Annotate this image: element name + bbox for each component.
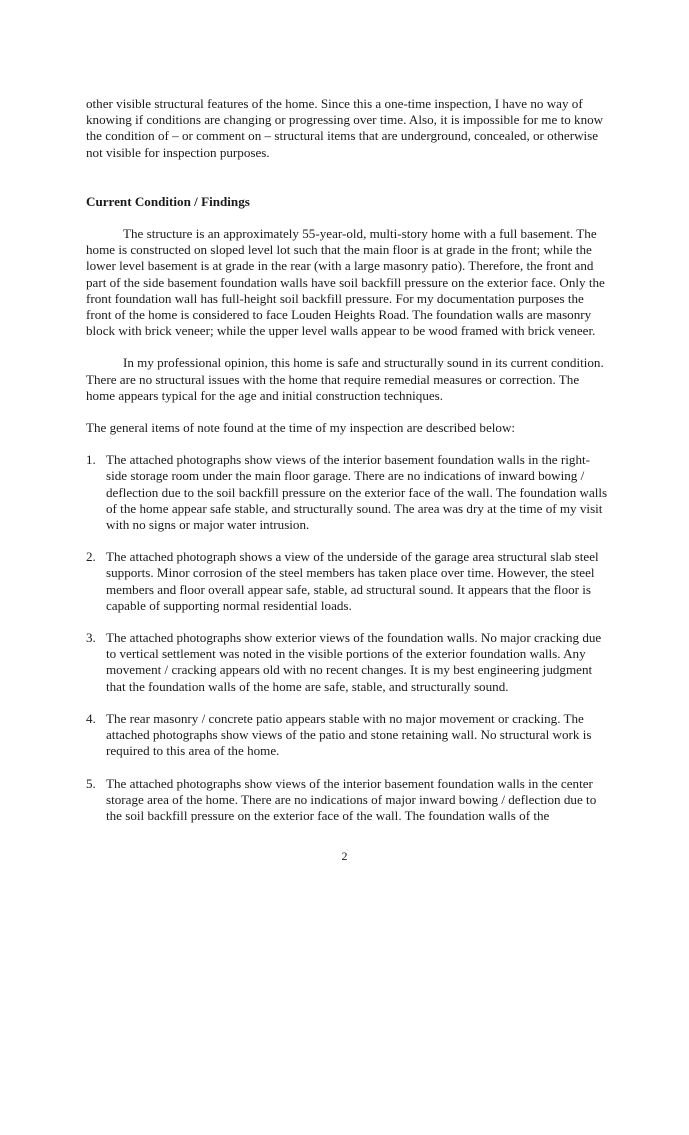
section-heading: Current Condition / Findings xyxy=(86,193,250,209)
finding-text: The attached photographs show views of the interior basement foundation walls in the right-side storage room under the main floor garage. There are no indications of inward bowing / deflection due to the soil backfill pressure on the exterior face of the wall. The foundation walls of the home appear safe stable, and structurally sound. The area was dry at the time of my visit with no signs or major water intrusion. xyxy=(106,452,608,533)
paragraph-professional-opinion: In my professional opinion, this home is safe and structurally sound in its current condition. There are no structural issues with the home that require remedial measures or correction. The home appears typical for the age and initial construction techniques. xyxy=(86,355,604,403)
finding-number: 2. xyxy=(86,549,96,565)
finding-item xyxy=(86,549,610,614)
finding-item xyxy=(86,711,610,760)
finding-text: The attached photographs show exterior views of the foundation walls. No major cracking due to vertical settlement was noted in the visible portions of the exterior foundation walls. Any movement / cracking appears old with no recent changes. It is my best engineering judgment that the foundation walls of the home are safe, stable, and structurally sound. xyxy=(106,630,602,694)
finding-item xyxy=(86,630,610,695)
finding-item xyxy=(86,452,610,533)
findings-list xyxy=(86,452,610,824)
page-number: 2 xyxy=(341,849,348,863)
finding-number: 4. xyxy=(86,710,96,726)
finding-text: The rear masonry / concrete patio appears stable with no major movement or cracking. The attached photographs show views of the patio and stone retaining wall. No structural work is required to this area of the home. xyxy=(106,710,592,759)
list-intro: The general items of note found at the time of my inspection are described below: xyxy=(86,420,516,436)
finding-number: 5. xyxy=(86,775,96,791)
finding-number: 3. xyxy=(86,630,96,646)
finding-text: The attached photograph shows a view of the underside of the garage area structural slab steel supports. Minor corrosion of the steel members has taken place over time. However, the steel members and floor overall appear safe, stable, ad structural sound. It appears that the floor is capable of supporting normal residential loads. xyxy=(106,549,599,613)
finding-item xyxy=(86,776,610,825)
page-content xyxy=(86,96,610,840)
finding-number: 1. xyxy=(86,452,96,468)
paragraph-structure-description: The structure is an approximately 55-year-old, multi-story home with a full basement. The home is constructed on sloped level lot such that the main floor is at grade in the front; while the lower level basement is at grade in the rear (with a large masonry patio). Therefore, the front and part of the side basement foundation walls have soil backfill pressure on the exterior face. Only the front foundation wall has full-height soil backfill pressure. For my documentation purposes the front of the home is considered to face Louden Heights Road. The foundation walls are masonry block with brick veneer; while the upper level walls appear to be wood framed with brick veneer. xyxy=(86,226,605,339)
intro-paragraph: other visible structural features of the home. Since this a one-time inspection, I have no way of knowing if conditions are changing or progressing over time. Also, it is impossible for me to know the condition of – or comment on – structural items that are underground, concealed, or otherwise not visible for inspection purposes. xyxy=(86,96,604,160)
finding-text: The attached photographs show views of the interior basement foundation walls in the center storage area of the home. There are no indications of major inward bowing / deflection due to the soil backfill pressure on the exterior face of the wall. The foundation walls of the xyxy=(106,775,597,823)
